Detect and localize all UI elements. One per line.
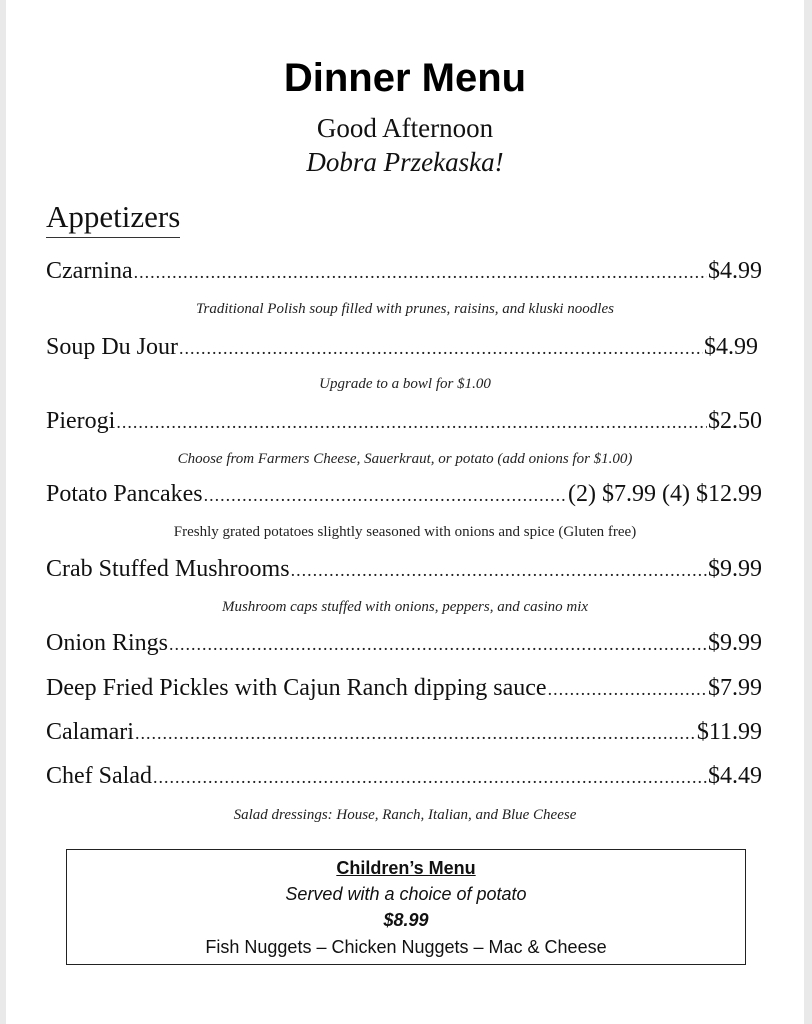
childrens-menu-subtitle: Served with a choice of potato [285, 884, 527, 904]
item-name: Potato Pancakes [46, 481, 203, 507]
childrens-menu-price: $8.99 [383, 910, 429, 930]
dot-leader [548, 679, 707, 700]
menu-item [46, 408, 762, 438]
item-description: Freshly grated potatoes slightly seasoned with onions and spice (Gluten free) [173, 524, 637, 540]
menu-item [46, 334, 758, 364]
dot-leader [153, 767, 707, 788]
item-name: Soup Du Jour [46, 334, 179, 360]
greeting: Good Afternoon [316, 113, 494, 143]
menu-item [46, 763, 762, 793]
item-description: Salad dressings: House, Ranch, Italian, and Blue Cheese [233, 807, 577, 823]
menu-item [46, 556, 762, 586]
greeting-polish: Dobra Przekaska! [306, 147, 504, 177]
item-description: Choose from Farmers Cheese, Sauerkraut, or potato (add onions for $1.00) [177, 451, 633, 467]
childrens-menu-title [67, 858, 745, 879]
item-price: $4.99 [708, 258, 762, 284]
dot-leader [179, 338, 703, 359]
item-price: (2) $7.99 (4) $12.99 [568, 481, 762, 507]
item-price: $4.99 [704, 334, 758, 360]
section-heading-appetizers: Appetizers [46, 199, 180, 238]
menu-item [46, 719, 762, 749]
menu-page [6, 0, 804, 1024]
dot-leader [204, 485, 567, 506]
item-price: $4.49 [708, 763, 762, 789]
item-description: Mushroom caps stuffed with onions, peppers, and casino mix [221, 599, 589, 615]
item-price: $7.99 [708, 675, 762, 701]
menu-item [46, 481, 762, 511]
menu-item [46, 630, 762, 660]
dot-leader [169, 634, 707, 655]
dot-leader [116, 412, 707, 433]
dot-leader [135, 723, 696, 744]
item-price: $2.50 [708, 408, 762, 434]
menu-item [46, 258, 762, 288]
page-title: Dinner Menu [283, 56, 527, 100]
childrens-menu-title-text: Children’s Menu [336, 858, 476, 878]
item-description: Traditional Polish soup filled with prunes, raisins, and kluski noodles [196, 301, 614, 317]
menu-item [46, 675, 762, 705]
item-name: Calamari [46, 719, 134, 745]
dot-leader [134, 262, 707, 283]
item-name: Czarnina [46, 258, 133, 284]
item-description: Upgrade to a bowl for $1.00 [319, 376, 491, 392]
item-name: Onion Rings [46, 630, 169, 656]
childrens-menu-items: Fish Nuggets – Chicken Nuggets – Mac & Cheese [205, 937, 607, 957]
item-name: Chef Salad [46, 763, 152, 789]
item-price: $9.99 [708, 630, 762, 656]
item-name: Crab Stuffed Mushrooms [46, 556, 290, 582]
dot-leader [291, 560, 707, 581]
item-name: Pierogi [46, 408, 116, 434]
item-name: Deep Fried Pickles with Cajun Ranch dipping sauce [46, 675, 547, 701]
item-price: $9.99 [708, 556, 762, 582]
item-price: $11.99 [696, 719, 762, 745]
childrens-menu-box [66, 849, 746, 965]
